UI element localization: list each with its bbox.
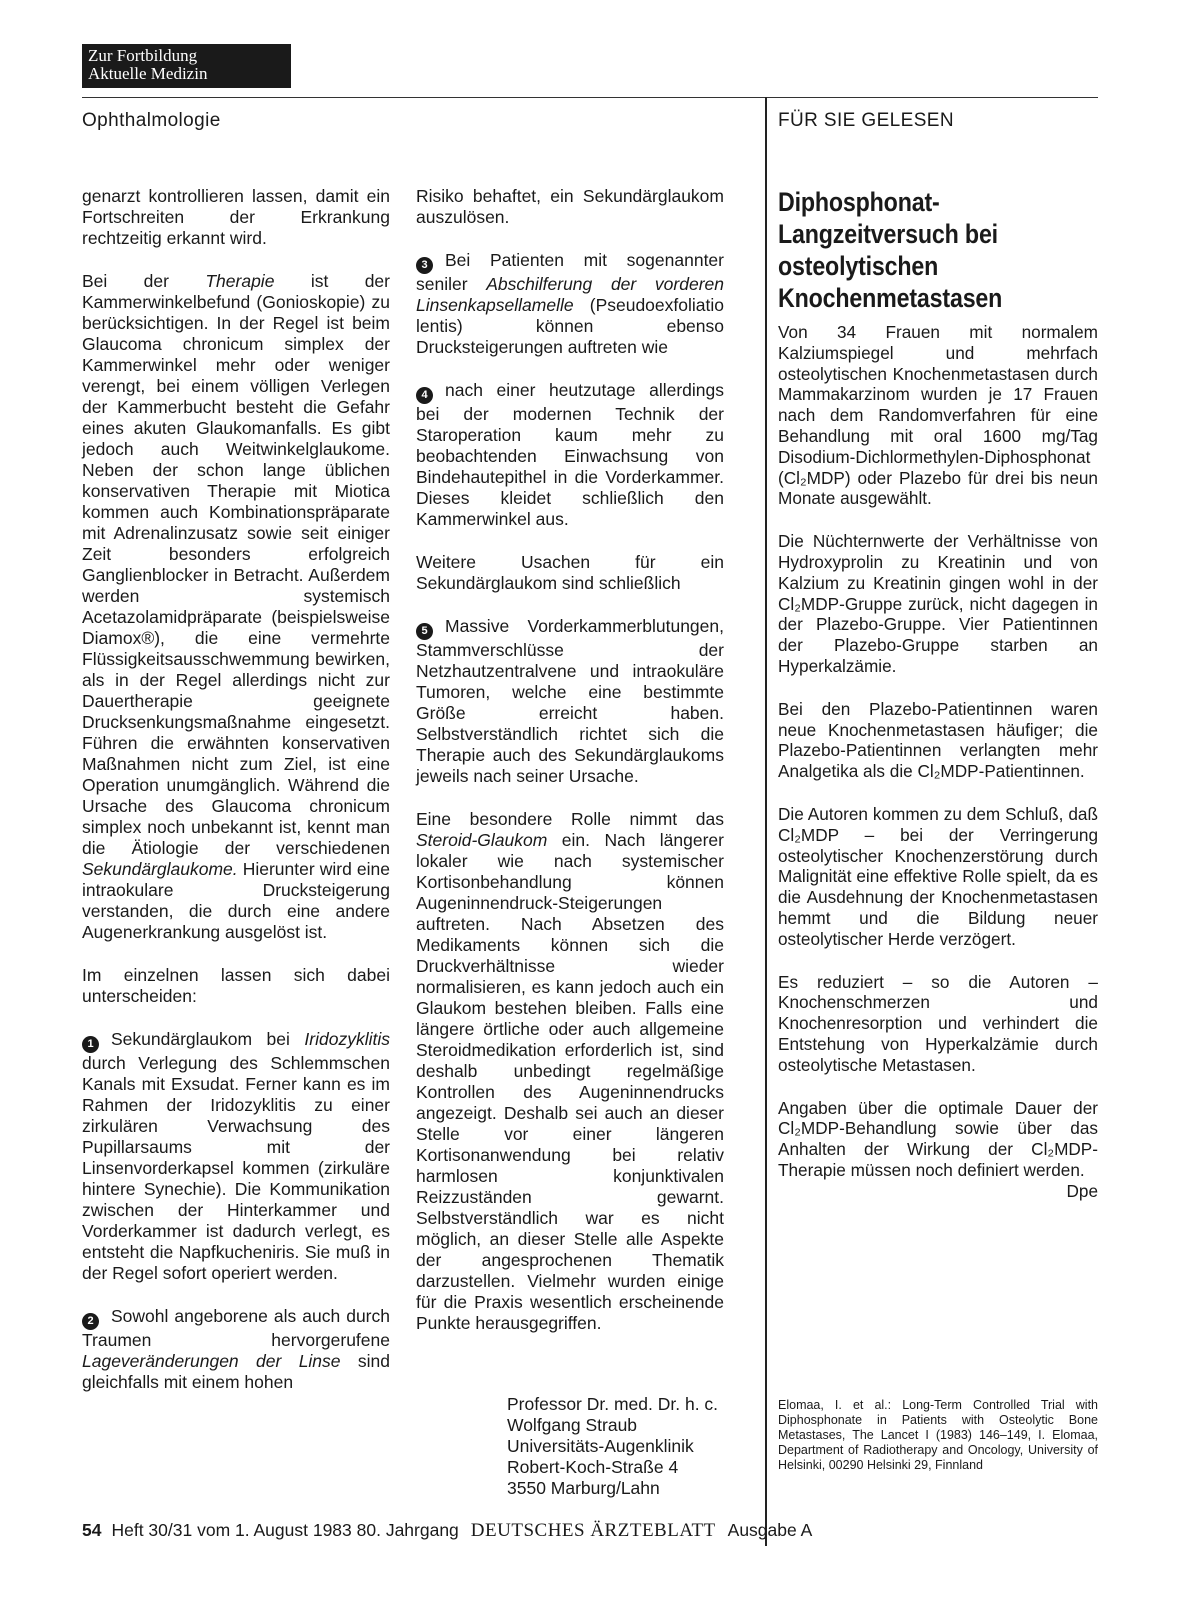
address-line: Wolfgang Straub — [507, 1415, 638, 1435]
number-bullet-icon: 4 — [416, 387, 433, 404]
paragraph: Angaben über die optimale Dauer der Cl₂MDP-Behandlung sowie über das Anhalten der Wirkung der Cl₂MDP-Therapie müssen noch definiert werden. Dpe — [778, 1097, 1098, 1201]
section-badge — [82, 44, 291, 88]
author-signature: Dpe — [1066, 1180, 1098, 1201]
list-item-3: 3 Bei Patienten mit sogenannter seniler Abschilferung der vorderen Linsenkapsellamelle (Pseudoexfoliatio lentis) können ebenso Drucksteigerungen auftreten wie — [416, 250, 724, 357]
paragraph: Bei den Plazebo-Patientinnen waren neue Knochenmetastasen häufiger; die Plazebo-Patientinnen verlangten mehr Analgetika als die Cl₂MDP-Patientinnen. — [778, 698, 1098, 782]
address-line: Professor Dr. med. Dr. h. c. — [507, 1394, 719, 1414]
address-line: 3550 Marburg/Lahn — [507, 1478, 660, 1498]
column-divider — [765, 97, 767, 1546]
paragraph: Risiko behaftet, ein Sekundärglaukom auszulösen. — [416, 186, 724, 227]
paragraph: Weitere Usachen für ein Sekundärglaukom sind schließlich — [416, 552, 724, 593]
page-footer — [82, 1520, 812, 1542]
page-number: 54 — [82, 1520, 102, 1540]
paragraph: Es reduziert – so die Autoren – Knochenschmerzen und Knochenresorption und verhindert die Entstehung von Hyperkalzämie durch osteolytische Metastasen. — [778, 971, 1098, 1075]
address-line: Robert-Koch-Straße 4 — [507, 1457, 679, 1477]
number-bullet-icon: 1 — [82, 1036, 99, 1053]
paragraph: Im einzelnen lassen sich dabei unterscheiden: — [82, 965, 390, 1006]
top-rule — [82, 97, 1098, 98]
list-item-1: 1 Sekundärglaukom bei Iridozyklitis durch Verlegung des Schlemmschen Kanals mit Exsudat. Ferner kann es im Rahmen der Iridozyklitis zu einer zirkulären Verwachsung des Pupillarsaums mit der Linsenvorderkapsel kommen (zirkuläre hintere Synechie). Die Kommunikation zwischen der Hinterkammer und Vorderkammer ist dadurch verlegt, es entsteht die Napfkucheniris. Sie muß in der Regel sofort operiert werden. — [82, 1029, 390, 1283]
paragraph-steroid: Eine besondere Rolle nimmt das Steroid-Glaukom ein. Nach längerer lokaler wie nach systemischer Kortisonbehandlung können Augeninnendruck-Steigerungen auftreten. Nach Absetzen des Medikaments können sich die Druckverhältnisse wieder normalisieren, es kann jedoch auch ein Glaukom bestehen bleiben. Falls eine längere örtliche oder auch allgemeine Steroidmedikation erforderlich ist, sind deshalb unbedingt regelmäßige Kontrollen des Augeninnendrucks angezeigt. Deshalb sei auch an dieser Stelle vor einer längeren Kortisonanwendung bei relativ harmlosen konjunktivalen Reizzuständen gewarnt. Selbstverständlich war es nicht möglich, an dieser Stelle alle Aspekte der angesprochenen Thematik darzustellen. Vielmehr wurden einige für die Praxis wesentlich erscheinende Punkte herausgegriffen. — [416, 809, 724, 1333]
reference-citation: Elomaa, I. et al.: Long-Term Controlled Trial with Diphosphonate in Patients with Osteolytic Bone Metastases, The Lancet I (1983) 146–149, I. Elomaa, Department of Radiotherapy and Oncology, University of Helsinki, 00290 Helsinki 29, Finnland — [778, 1398, 1098, 1472]
article-column-2 — [416, 186, 724, 1334]
address-line: Universitäts-Augenklinik — [507, 1436, 694, 1456]
number-bullet-icon: 5 — [416, 623, 433, 640]
paragraph: genarzt kontrollieren lassen, damit ein Fortschreiten der Erkrankung rechtzeitig erkannt wird. — [82, 186, 390, 248]
badge-line-1: Zur Fortbildung — [88, 46, 198, 65]
paragraph: Die Autoren kommen zu dem Schluß, daß Cl₂MDP – bei der Verringerung osteolytischer Knochenzerstörung durch Malignität eine effektive Rolle spielt, da es die Ausdehnung der Knochenmetastasen hemmt und die Bildung neuer osteolytischer Herde verzögert. — [778, 803, 1098, 949]
article-column-1 — [82, 186, 390, 1393]
paragraph: Von 34 Frauen mit normalem Kalziumspiegel und mehrfach osteolytischen Knochenmetastasen durch Mammakarzinom wurden je 17 Frauen nach dem Randomverfahren für eine Behandlung mit oral 1600 mg/Tag Disodium-Dichlormethylen-Diphosphonat (Cl₂MDP) oder Plazebo für drei bis neun Monate ausgewählt. — [778, 322, 1098, 509]
badge-line-2: Aktuelle Medizin — [88, 64, 208, 83]
list-item-4: 4 nach einer heutzutage allerdings bei der modernen Technik der Staroperation kaum mehr zu beobachtenden Einwachsung von Bindehautepithel in die Vorderkammer. Dieses kleidet schließlich den Kammerwinkel aus. — [416, 380, 724, 529]
paragraph-therapy: Bei der Therapie ist der Kammerwinkelbefund (Gonioskopie) zu berücksichtigen. In der Regel ist beim Glaucoma chronicum simplex der Kammerwinkel mehr oder weniger verengt, bei einem völligen Verlegen der Kammerbucht besteht die Gefahr eines akuten Glaukomanfalls. Es gibt jedoch auch Weitwinkelglaukome. Neben der schon lange üblichen konservativen Therapie mit Miotica kommen auch Kombinationspräparate mit Adrenalinzusatz sowie seit einiger Zeit besonders erfolgreich Ganglienblocker in Betracht. Außerdem werden systemisch Acetazolamidpräparate (beispielsweise Diamox®), die eine vermehrte Flüssigkeitsausschwemmung bewirken, als in der Regel allerdings nicht zur Dauertherapie geeignete Drucksenkungsmaßnahme eingesetzt. Führen die erwähnten konservativen Maßnahmen nicht zum Ziel, ist eine Operation unumgänglich. Während die Ursache des Glaucoma chronicum simplex noch unbekannt ist, kennt man die Ätiologie der verschiedenen Sekundärglaukome. Hierunter wird eine intraokulare Drucksteigerung verstanden, die durch eine andere Augenerkrankung ausgelöst ist. — [82, 271, 390, 942]
number-bullet-icon: 2 — [82, 1313, 99, 1330]
edition: Ausgabe A — [727, 1520, 813, 1540]
paragraph: Die Nüchternwerte der Verhältnisse von Hydroxyprolin zu Kreatinin und von Kalzium zu Kreatinin gingen wohl in der Cl₂MDP-Gruppe zurück, nicht dagegen in der Plazebo-Gruppe. Vier Patientinnen der Plazebo-Gruppe starben an Hyperkalzämie. — [778, 531, 1098, 676]
journal-name: DEUTSCHES ÄRZTEBLATT — [470, 1520, 716, 1541]
author-address — [507, 1394, 718, 1499]
list-item-5: 5 Massive Vorderkammerblutungen, Stammverschlüsse der Netzhautzentralvene und intraokuläre Tumoren, welche eine bestimmte Größe erreicht haben. Selbstverständlich richtet sich die Therapie auch des Sekundärglaukoms jeweils nach seiner Ursache. — [416, 616, 724, 786]
number-bullet-icon: 3 — [416, 257, 433, 274]
section-title-right: FÜR SIE GELESEN — [778, 110, 954, 131]
list-item-2: 2 Sowohl angeborene als auch durch Traumen hervorgerufene Lageveränderungen der Linse sind gleichfalls mit einem hohen — [82, 1306, 391, 1392]
section-title-left: Ophthalmologie — [82, 110, 221, 131]
issue-info: Heft 30/31 vom 1. August 1983 80. Jahrgang — [111, 1520, 459, 1540]
article-column-3 — [778, 322, 1098, 1201]
article-headline: Diphosphonat-Langzeitversuch bei osteolytischen Knochenmetastasen — [778, 187, 1003, 313]
